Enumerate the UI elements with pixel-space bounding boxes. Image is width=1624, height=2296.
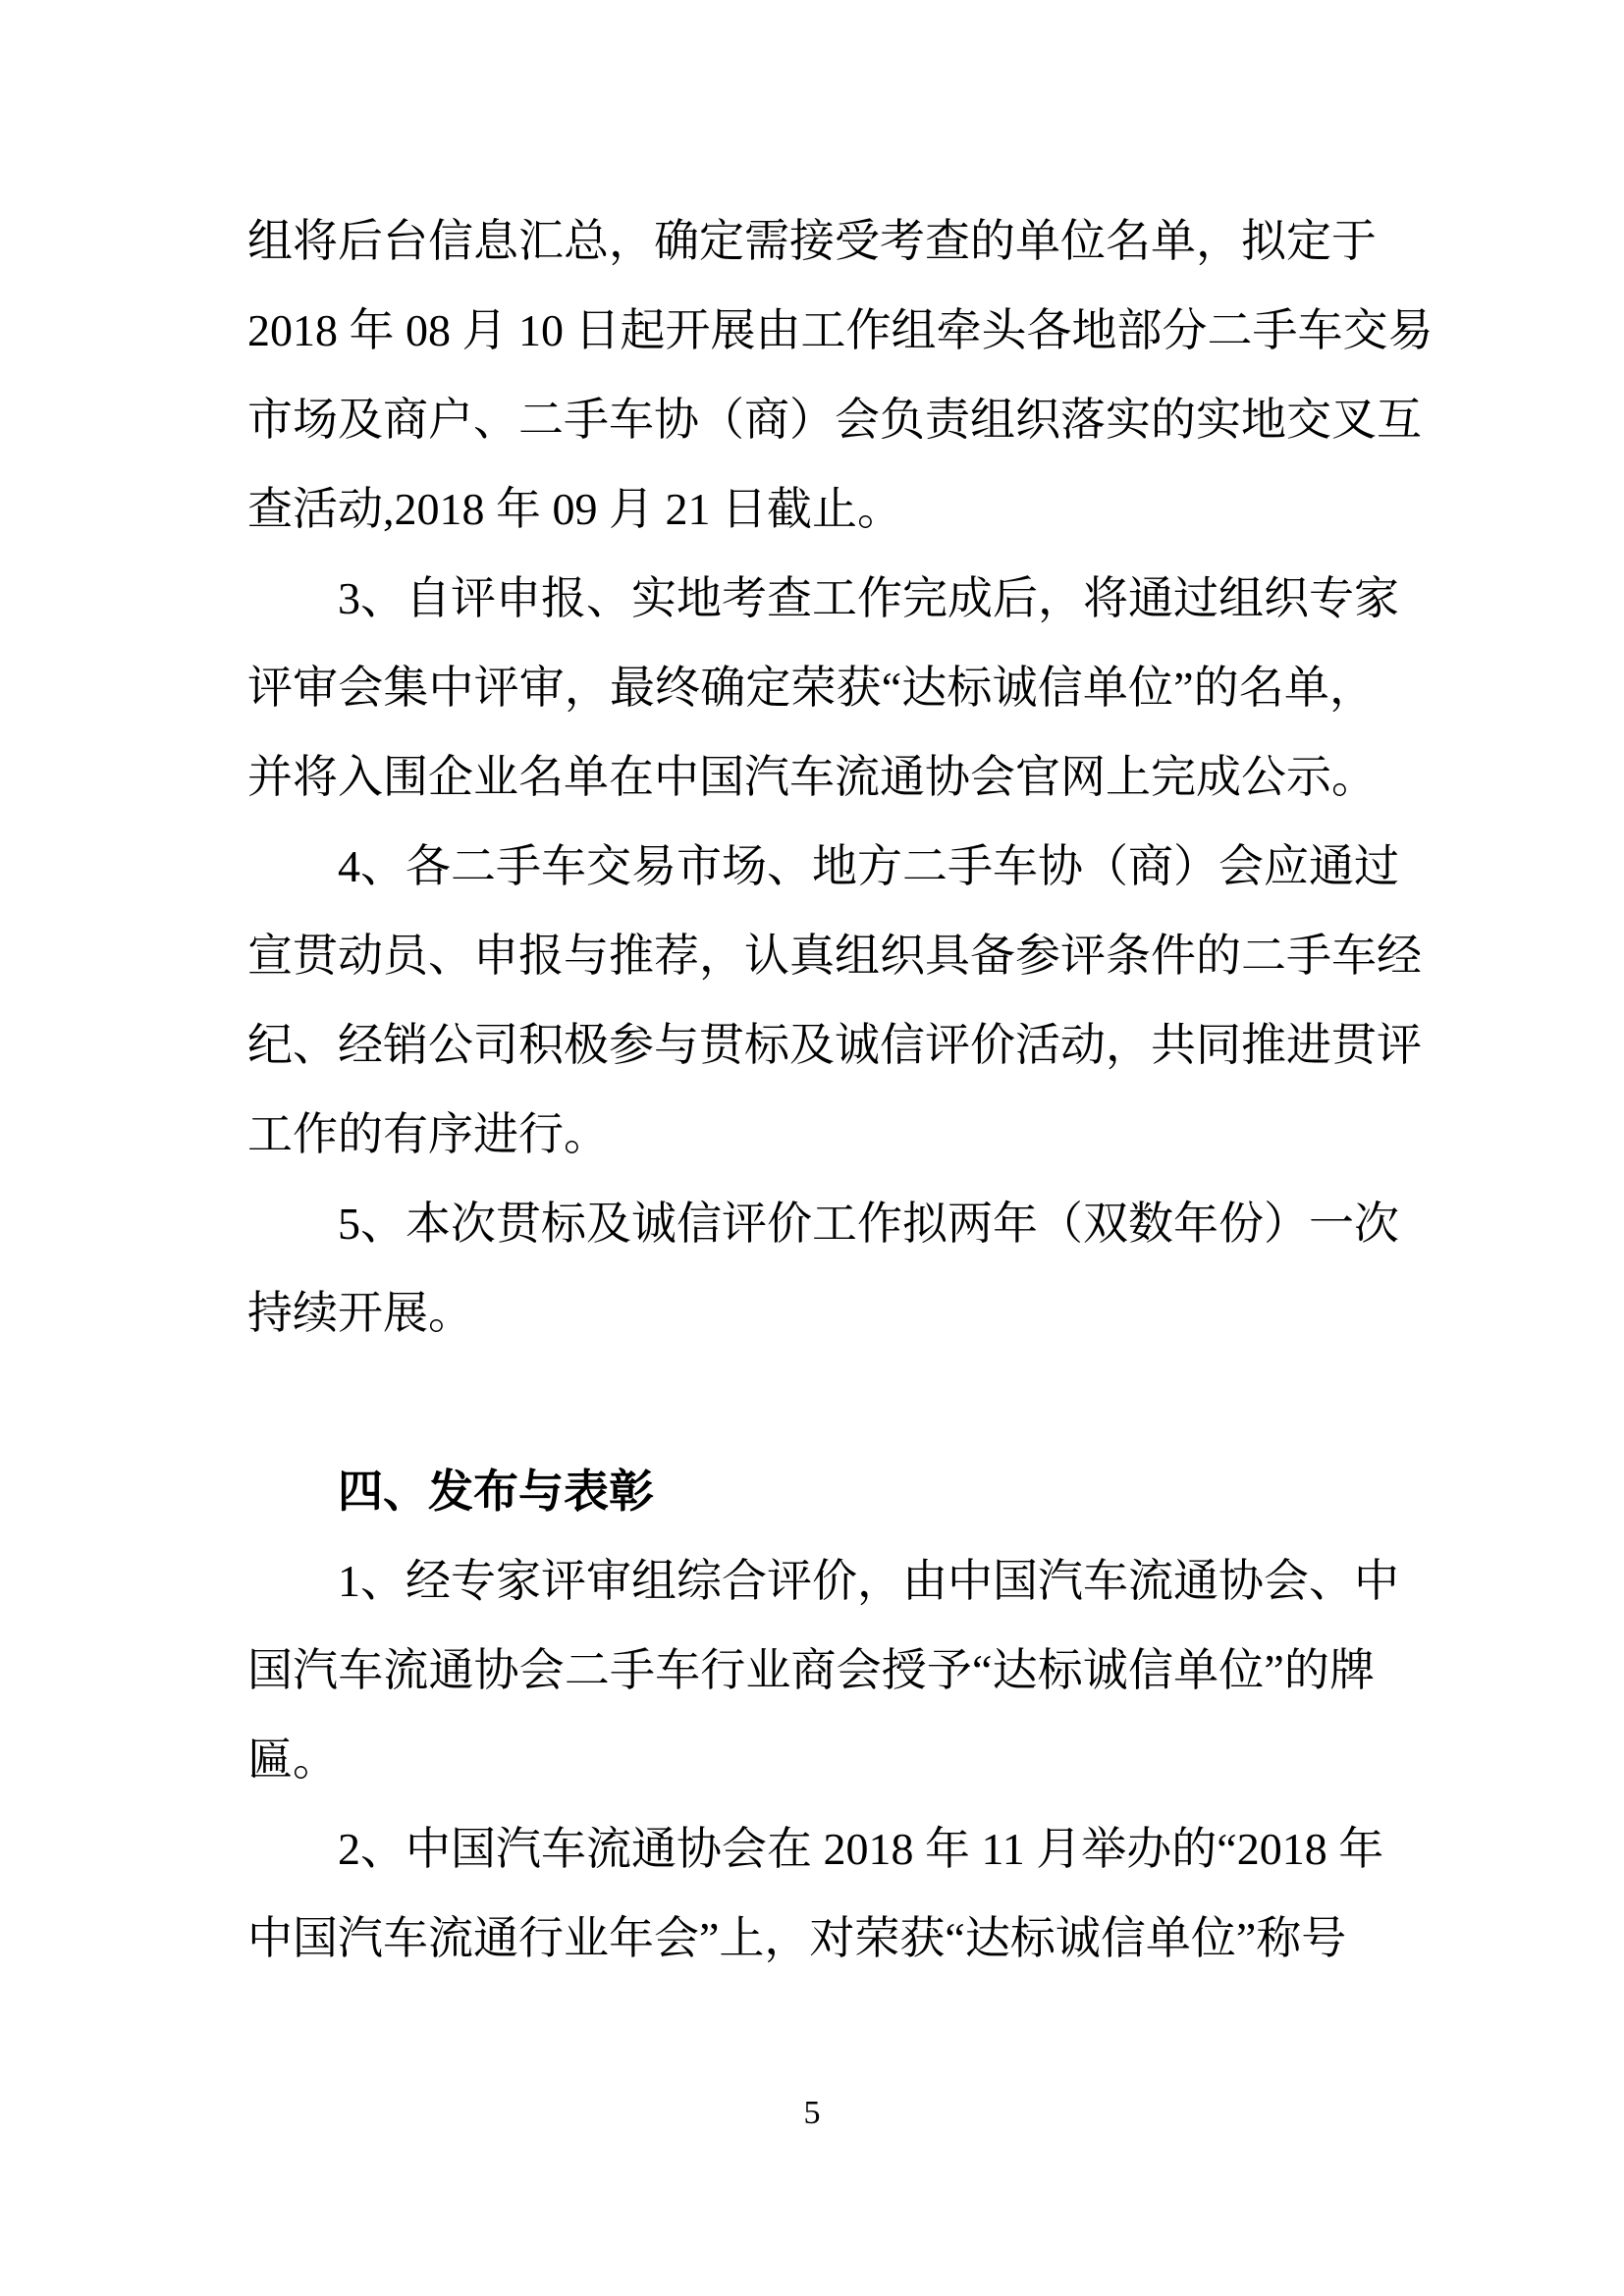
text-line: 持续开展。 [247,1288,473,1338]
text-line: 市场及商户、二手车协（商）会负责组织落实的实地交叉互 [247,395,1422,445]
text-block [247,196,1434,1983]
text-line: 2018 年 08 月 10 日起开展由工作组牵头各地部分二手车交易 [247,305,1434,355]
text-line: 宣贯动员、申报与推荐，认真组织具备参评条件的二手车经 [247,931,1422,981]
text-line: 评审会集中评审，最终确定荣获“达标诚信单位”的名单， [247,663,1375,713]
text-line: 纪、经销公司积极参与贯标及诚信评价活动，共同推进贯评 [247,1020,1422,1070]
section-heading: 四、发布与表彰 [338,1467,654,1517]
text-line: 组将后台信息汇总，确定需接受考查的单位名单，拟定于 [247,216,1377,266]
text-line: 5、本次贯标及诚信评价工作拟两年（双数年份）一次 [338,1199,1399,1249]
text-line: 3、自评申报、实地考查工作完成后，将通过组织专家 [338,573,1399,623]
text-line: 4、各二手车交易市场、地方二手车协（商）会应通过 [338,841,1399,891]
text-line: 1、经专家评审组综合评价，由中国汽车流通协会、中 [338,1556,1399,1606]
text-line: 2、中国汽车流通协会在 2018 年 11 月举办的“2018 年 [338,1824,1384,1874]
page-number: 5 [803,2095,821,2131]
blank-line [247,1358,1375,1447]
text-line: 并将入围企业名单在中国汽车流通协会官网上完成公示。 [247,752,1377,802]
text-line: 国汽车流通协会二手车行业商会授予“达标诚信单位”的牌 [247,1645,1375,1695]
text-line: 匾。 [247,1735,338,1785]
text-line: 工作的有序进行。 [247,1109,609,1159]
text-line: 中国汽车流通行业年会”上，对荣获“达标诚信单位”称号 [247,1913,1347,1963]
text-line: 查活动,2018 年 09 月 21 日截止。 [247,484,902,534]
